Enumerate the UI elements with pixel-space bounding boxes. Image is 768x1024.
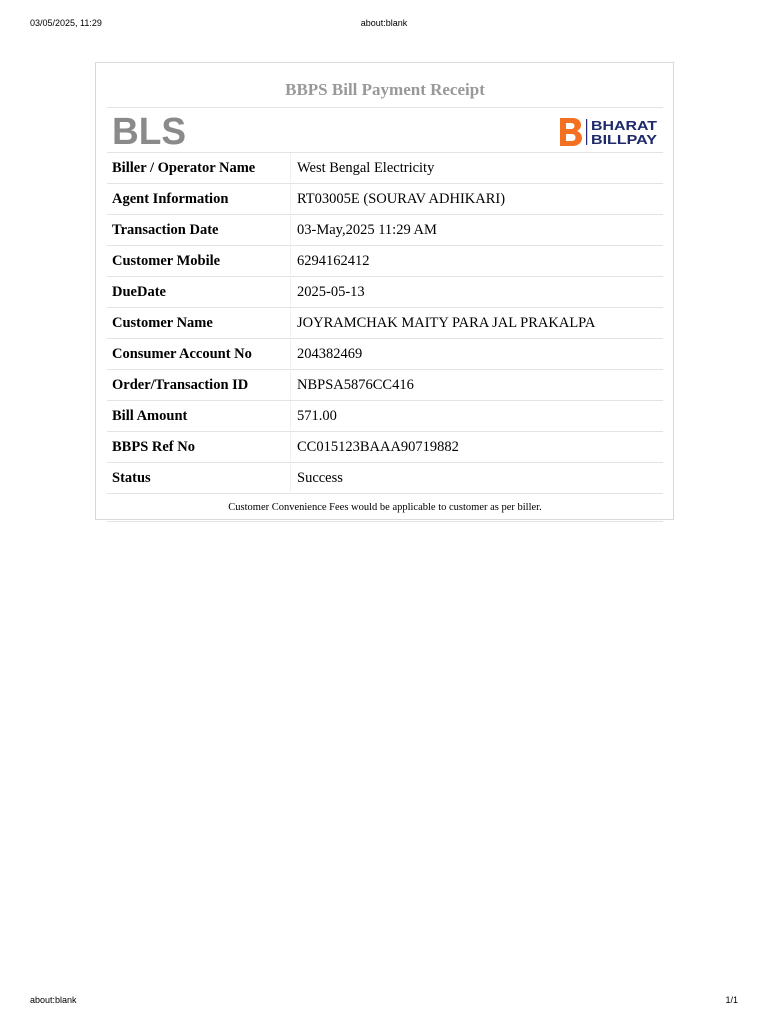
row-label: Biller / Operator Name (112, 160, 256, 176)
row-bbps-ref-no (107, 432, 663, 463)
receipt-table (107, 75, 663, 522)
receipt-title: BBPS Bill Payment Receipt (107, 75, 663, 108)
row-label: Bill Amount (112, 408, 188, 424)
receipt-card (95, 62, 674, 520)
row-label: BBPS Ref No (112, 439, 195, 455)
bharat-billpay-b-icon (560, 118, 582, 146)
row-bill-amount (107, 401, 663, 432)
row-label: Agent Information (112, 191, 229, 207)
row-value: JOYRAMCHAK MAITY PARA JAL PRAKALPA (297, 315, 596, 331)
row-value: 204382469 (297, 346, 363, 362)
billpay-text: BILLPAY (591, 132, 658, 147)
print-datetime: 03/05/2025, 11:29 (30, 18, 102, 28)
row-label: Customer Name (112, 315, 213, 331)
row-label: DueDate (112, 284, 166, 300)
row-transaction-date (107, 215, 663, 246)
row-label: Status (112, 470, 151, 486)
footer-url: about:blank (30, 995, 77, 1005)
row-customer-mobile (107, 246, 663, 277)
row-label: Customer Mobile (112, 253, 221, 269)
print-page-url: about:blank (360, 18, 408, 28)
row-label: Consumer Account No (112, 346, 252, 362)
print-footer (0, 995, 768, 1009)
row-value: 2025-05-13 (297, 284, 365, 300)
row-customer-name (107, 308, 663, 339)
print-header (0, 18, 768, 32)
row-consumer-account-no (107, 339, 663, 370)
row-label: Order/Transaction ID (112, 377, 249, 393)
row-agent-information (107, 184, 663, 215)
bharat-text: BHARAT (591, 118, 658, 133)
row-status (107, 463, 663, 494)
row-value: NBPSA5876CC416 (297, 377, 414, 393)
bls-logo (112, 114, 188, 146)
row-value: West Bengal Electricity (297, 160, 435, 176)
row-biller-operator-name (107, 153, 663, 184)
row-value: 6294162412 (297, 253, 370, 269)
row-label: Transaction Date (112, 222, 219, 238)
row-value: 03-May,2025 11:29 AM (297, 222, 437, 238)
page-count: 1/1 (725, 995, 738, 1005)
row-due-date (107, 277, 663, 308)
row-value: CC015123BAAA90719882 (297, 439, 459, 455)
bls-logo-text: BLS (112, 114, 186, 146)
row-order-transaction-id (107, 370, 663, 401)
bharat-billpay-logo (559, 117, 659, 147)
row-value: 571.00 (297, 408, 337, 424)
row-value: RT03005E (SOURAV ADHIKARI) (297, 191, 506, 207)
status-value: Success (297, 470, 343, 486)
logo-row (107, 108, 663, 153)
convenience-fee-note: Customer Convenience Fees would be applicable to customer as per biller. (107, 494, 663, 522)
